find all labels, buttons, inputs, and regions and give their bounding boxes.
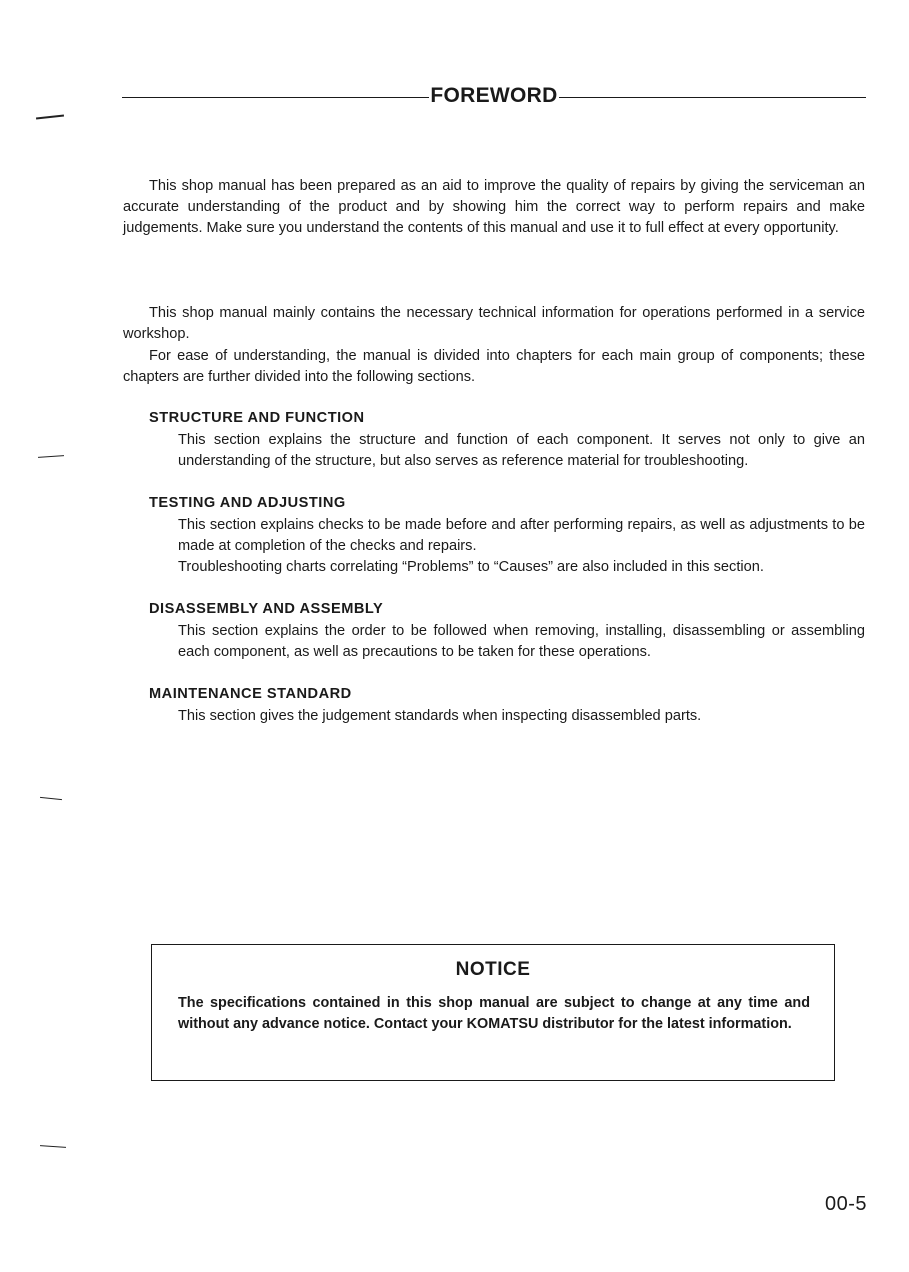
- notice-title: NOTICE: [455, 959, 531, 980]
- header-rule-left: [122, 97, 429, 98]
- section-body-structure-and-function: [178, 430, 865, 472]
- header-rule-right: [559, 97, 866, 98]
- section-line: This section explains the structure and function of each component. It serves not only to give an understanding of the structure, but also serves as reference material for troubleshooting.: [178, 432, 865, 470]
- binding-mark: [38, 455, 64, 458]
- notice-text: The specifications contained in this shop manual are subject to change at any time and without any advance notice. Contact your KOMATSU distributor for the latest information.: [178, 995, 810, 1033]
- section-title-disassembly-and-assembly: DISASSEMBLY AND ASSEMBLY: [149, 601, 384, 617]
- binding-mark: [40, 1145, 66, 1148]
- section-title-testing-and-adjusting: TESTING AND ADJUSTING: [149, 495, 346, 511]
- section-line: This section explains the order to be followed when removing, installing, disassembling or assembling each component, as well as precautions to be taken for these operations.: [178, 623, 865, 661]
- binding-mark: [36, 115, 64, 120]
- notice-box: [151, 944, 835, 1081]
- section-line: This section explains checks to be made before and after performing repairs, as well as adjustments to be made at completion of the checks and repairs.: [178, 517, 865, 555]
- section-body-maintenance-standard: [178, 706, 865, 727]
- section-body-testing-and-adjusting: [178, 515, 865, 579]
- section-title-maintenance-standard: MAINTENANCE STANDARD: [149, 686, 352, 702]
- binding-mark: [40, 797, 62, 800]
- section-title-structure-and-function: STRUCTURE AND FUNCTION: [149, 410, 365, 426]
- intro-paragraph-3: [123, 346, 865, 388]
- page-title: FOREWORD: [430, 84, 558, 107]
- intro-paragraph-3-text: For ease of understanding, the manual is divided into chapters for each main group of components; these chapters are further divided into the following sections.: [123, 348, 865, 386]
- section-line: Troubleshooting charts correlating “Problems” to “Causes” are also included in this section.: [178, 559, 764, 576]
- intro-paragraph-2-text: This shop manual mainly contains the necessary technical information for operations performed in a service workshop.: [123, 305, 865, 343]
- page-header: [122, 82, 866, 110]
- intro-paragraph-1: [123, 176, 865, 240]
- section-body-disassembly-and-assembly: [178, 621, 865, 663]
- section-line: This section gives the judgement standards when inspecting disassembled parts.: [178, 708, 702, 724]
- intro-paragraph-1-text: This shop manual has been prepared as an aid to improve the quality of repairs by giving the serviceman an accurate understanding of the product and by showing him the correct way to perform repairs and make judgements. Make sure you understand the contents of this manual and use it to full effect at every opportunity.: [123, 178, 865, 237]
- intro-paragraph-2: [123, 303, 865, 345]
- page-number: 00-5: [824, 1193, 867, 1215]
